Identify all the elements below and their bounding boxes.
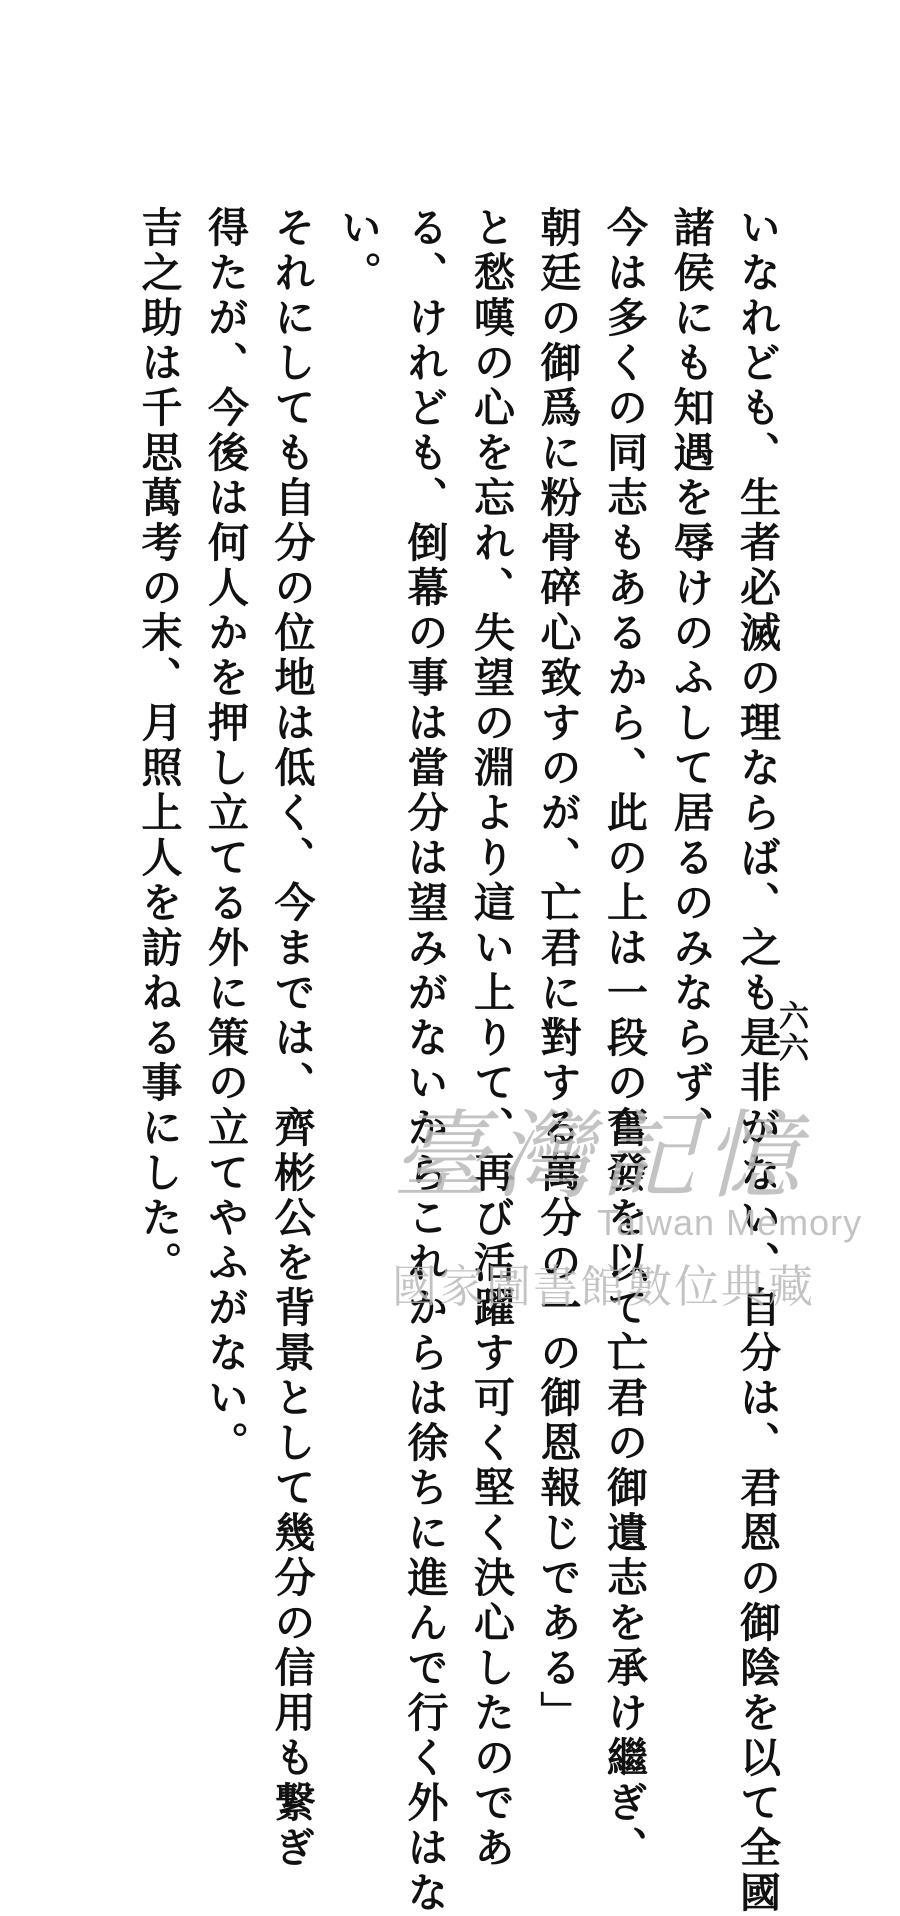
- watermark-library: 國家圖書館數位典藏: [392, 1260, 816, 1313]
- vertical-text-block: [125, 206, 790, 1916]
- text-line: と愁嘆の心を忘れ、失望の淵より這い上りて、再び活躍す可く堅く決心したのであ: [467, 206, 515, 1871]
- text-line: 朝廷の御爲に粉骨碎心致すのが、亡君に對する萬分の一の御恩報じである」: [533, 206, 582, 1736]
- text-line: 今は多くの同志もあるから、此の上は一段の奮發を以て亡君の御遺志を承け繼ぎ、: [600, 206, 648, 1871]
- text-line: それにしても自分の位地は低く、今までは、齊彬公を背景として幾分の信用も繋ぎ: [267, 206, 316, 1871]
- text-line: いなれども、生者必滅の理ならば、之も是非がない、自分は、君恩の御陰を以て全國: [733, 206, 781, 1916]
- watermark-subtitle: Taiwan Memory: [597, 1202, 863, 1243]
- text-line: る、けれども、倒幕の事は當分は望みがないからこれからは徐ちに進んで行く外はな: [400, 206, 449, 1916]
- text-line: い。: [334, 206, 382, 296]
- text-line: 得たが、今後は何人かを押し立てる外に策の立てやふがない。: [201, 206, 249, 1466]
- watermark-title: 臺灣記憶: [392, 1100, 808, 1212]
- text-line: 諸侯にも知遇を辱けのふして居るのみならず、: [666, 206, 715, 1151]
- page-number: 六六: [773, 1000, 808, 1064]
- text-line: 吉之助は千思萬考の末、月照上人を訪ねる事にした。: [134, 206, 183, 1286]
